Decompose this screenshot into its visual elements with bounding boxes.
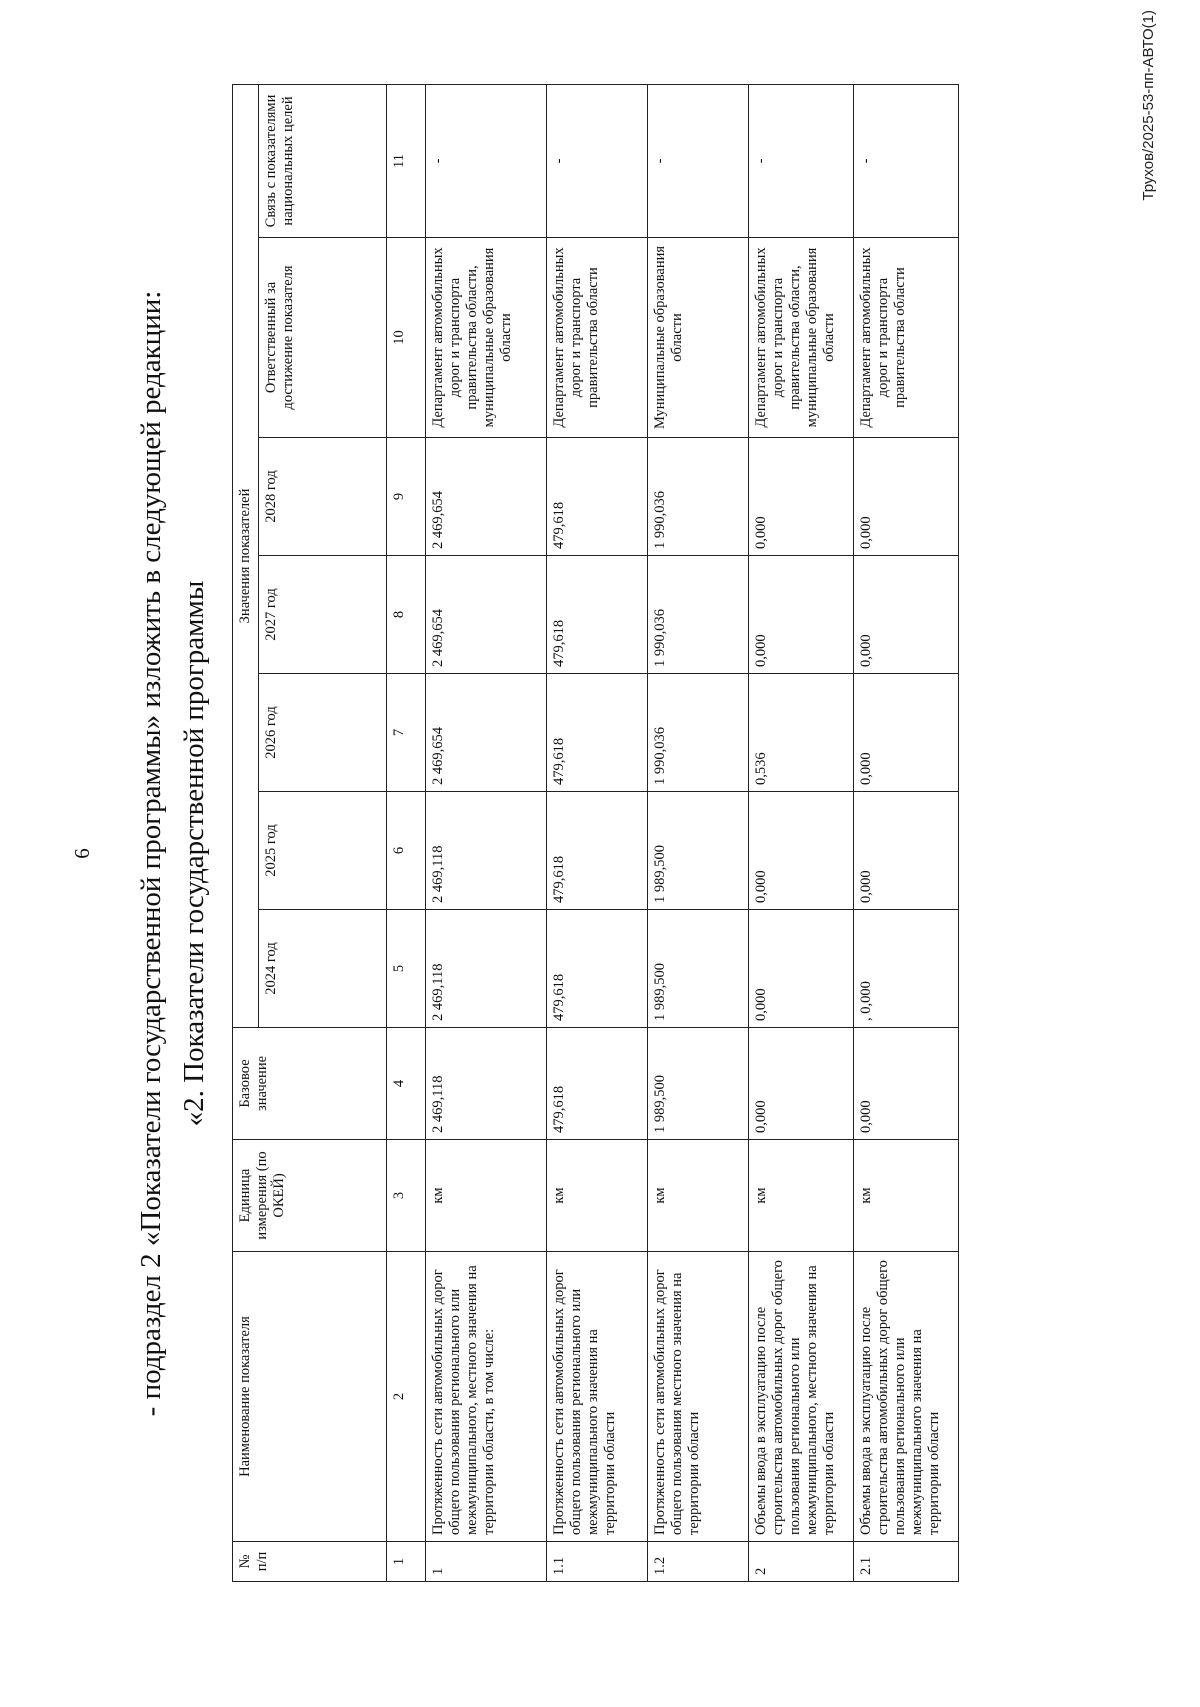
value-2024: 479,618 [547, 910, 648, 1028]
unit: км [547, 1140, 648, 1252]
responsible: Департамент автомобильных дорог и транспорта правительства области [854, 238, 959, 438]
row-number: 2.1 [854, 1542, 959, 1582]
document-code: Трухов/2025-53-пп-АВТО(1) [1140, 10, 1157, 201]
unit: км [749, 1140, 854, 1252]
value-2024: 1 989,500 [648, 910, 749, 1028]
column-number: 5 [387, 910, 426, 1028]
value-2025: 479,618 [547, 792, 648, 910]
header-year-2026: 2026 год [259, 674, 387, 792]
column-number: 1 [387, 1542, 426, 1582]
national-goal-link: - [749, 84, 854, 237]
indicator-name: Объемы ввода в эксплуатацию после строительства автомобильных дорог общего пользования регионального или межмуниципального значения на территории области [854, 1252, 959, 1542]
column-number: 2 [387, 1252, 426, 1542]
row-number: 1.1 [547, 1542, 648, 1582]
value-2025: 1 989,500 [648, 792, 749, 910]
unit: км [854, 1140, 959, 1252]
section-title: «2. Показатели государственной программы [178, 580, 210, 1127]
column-number: 6 [387, 792, 426, 910]
responsible: Муниципальные образования области [648, 238, 749, 438]
column-number: 7 [387, 674, 426, 792]
header-unit: Единица измерения (по ОКЕЙ) [233, 1140, 387, 1252]
value-2024: 0,000 [749, 910, 854, 1028]
value-2026: 0,000 [854, 674, 959, 792]
responsible: Департамент автомобильных дорог и транспорта правительства области [547, 238, 648, 438]
indicator-name: Протяженность сети автомобильных дорог общего пользования регионального или межмуниципального, местного значения на территории области, в том числе: [426, 1252, 547, 1542]
value-2028: 0,000 [749, 438, 854, 556]
value-2027: 1 990,036 [648, 556, 749, 674]
header-year-2024: 2024 год [259, 910, 387, 1028]
value-2027: 0,000 [749, 556, 854, 674]
indicator-name: Протяженность сети автомобильных дорог общего пользования местного значения на территории области [648, 1252, 749, 1542]
table-row [854, 84, 959, 1581]
national-goal-link: - [648, 84, 749, 237]
responsible: Департамент автомобильных дорог и транспорта правительства области, муниципальные образования области [749, 238, 854, 438]
header-num: № п/п [233, 1542, 387, 1582]
value-2024: , 0,000 [854, 910, 959, 1028]
row-number: 1.2 [648, 1542, 749, 1582]
intro-line: - подраздел 2 «Показатели государственной программы» изложить в следующей редакции: [135, 290, 167, 1417]
base-value: 0,000 [854, 1028, 959, 1140]
header-values-group: Значения показателей [233, 84, 259, 1027]
column-number: 8 [387, 556, 426, 674]
value-2025: 0,000 [854, 792, 959, 910]
indicators-table [232, 84, 959, 1582]
row-number: 2 [749, 1542, 854, 1582]
base-value: 479,618 [547, 1028, 648, 1140]
column-number: 10 [387, 238, 426, 438]
page-number: 6 [70, 848, 94, 859]
indicator-name: Объемы ввода в эксплуатацию после строительства автомобильных дорог общего пользования регионального или межмуниципального, местного значения на территории области [749, 1252, 854, 1542]
unit: км [648, 1140, 749, 1252]
value-2026: 2 469,654 [426, 674, 547, 792]
value-2024: 2 469,118 [426, 910, 547, 1028]
header-year-2027: 2027 год [259, 556, 387, 674]
value-2028: 479,618 [547, 438, 648, 556]
header-base: Базовое значение [233, 1028, 387, 1140]
indicator-name: Протяженность сети автомобильных дорог общего пользования регионального или межмуниципального значения на территории области [547, 1252, 648, 1542]
value-2025: 0,000 [749, 792, 854, 910]
base-value: 1 989,500 [648, 1028, 749, 1140]
national-goal-link: - [854, 84, 959, 237]
value-2027: 479,618 [547, 556, 648, 674]
header-link: Связь с показателями национальных целей [259, 84, 387, 237]
value-2027: 2 469,654 [426, 556, 547, 674]
column-number: 4 [387, 1028, 426, 1140]
table-row [547, 84, 648, 1581]
header-year-2028: 2028 год [259, 438, 387, 556]
base-value: 0,000 [749, 1028, 854, 1140]
base-value: 2 469,118 [426, 1028, 547, 1140]
national-goal-link: - [547, 84, 648, 237]
column-number: 9 [387, 438, 426, 556]
header-name: Наименование показателя [233, 1252, 387, 1542]
unit: км [426, 1140, 547, 1252]
column-numbers-row [387, 84, 426, 1581]
value-2026: 479,618 [547, 674, 648, 792]
header-responsible: Ответственный за достижение показателя [259, 238, 387, 438]
value-2027: 0,000 [854, 556, 959, 674]
value-2028: 1 990,036 [648, 438, 749, 556]
value-2025: 2 469,118 [426, 792, 547, 910]
row-number: 1 [426, 1542, 547, 1582]
column-number: 3 [387, 1140, 426, 1252]
table-row [749, 84, 854, 1581]
value-2028: 0,000 [854, 438, 959, 556]
national-goal-link: - [426, 84, 547, 237]
responsible: Департамент автомобильных дорог и транспорта правительства области, муниципальные образования области [426, 238, 547, 438]
column-number: 11 [387, 84, 426, 237]
table-row [426, 84, 547, 1581]
header-year-2025: 2025 год [259, 792, 387, 910]
table-row [648, 84, 749, 1581]
value-2028: 2 469,654 [426, 438, 547, 556]
value-2026: 1 990,036 [648, 674, 749, 792]
value-2026: 0,536 [749, 674, 854, 792]
